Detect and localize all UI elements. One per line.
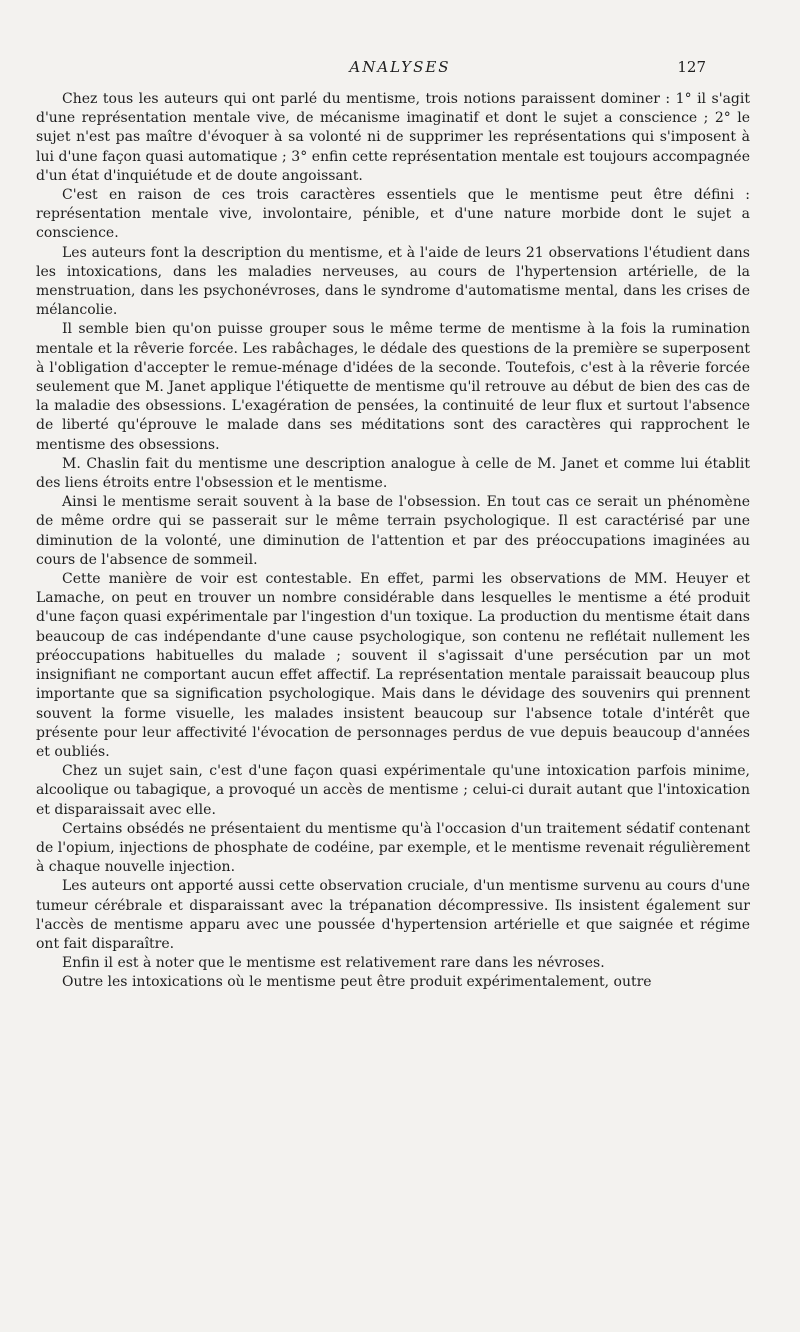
- page-number: 127: [677, 58, 706, 76]
- paragraph-8: Chez un sujet sain, c'est d'une façon quasi expérimentale qu'une intoxication parfois minime, alcoolique ou tabagique, a provoqué un accès de mentisme ; celui-ci durait autant que l'intoxication et disparaissait avec elle.: [36, 763, 750, 818]
- paragraph-6: Ainsi le mentisme serait souvent à la base de l'obsession. En tout cas ce serait un phénomène de même ordre qui se passerait sur le même terrain psychologique. Il est caractérisé par une diminution de la volonté, une diminution de l'attention et par des préoccupations imaginées au cours de l'absence de sommeil.: [36, 494, 750, 568]
- paragraph-4: Il semble bien qu'on puisse grouper sous le même terme de mentisme à la fois la rumination mentale et la rêverie forcée. Les rabâchages, le dédale des questions de la première se superposent à l'obligation d'accepter le remue-ménage d'idées de la seconde. Toutefois, c'est à la rêverie forcée seulement que M. Janet applique l'étiquette de mentisme qu'il retrouve au début de bien des cas de la maladie des obsessions. L'exagération de pensées, la continuité de leur flux et surtout l'absence de liberté qu'éprouve le malade dans ses méditations sont des caractères qui rapprochent le mentisme des obsessions.: [36, 321, 750, 453]
- paragraph-2: C'est en raison de ces trois caractères essentiels que le mentisme peut être défini : représentation mentale vive, involontaire, pénible, et d'une nature morbide dont le sujet a conscience.: [36, 187, 750, 242]
- paragraph-5: M. Chaslin fait du mentisme une description analogue à celle de M. Janet et comme lui établit des liens étroits entre l'obsession et le mentisme.: [36, 455, 750, 492]
- running-title: ANALYSES: [349, 58, 451, 76]
- page-header: [0, 58, 800, 80]
- article-body: [36, 90, 750, 993]
- paragraph-12: Outre les intoxications où le mentisme peut être produit expérimentalement, outre: [62, 974, 652, 991]
- paragraph-9: Certains obsédés ne présentaient du mentisme qu'à l'occasion d'un traitement sédatif contenant de l'opium, injections de phosphate de codéine, par exemple, et le mentisme revenait régulièrement à chaque nouvelle injection.: [36, 820, 750, 876]
- paragraph-11: Enfin il est à noter que le mentisme est relativement rare dans les névroses.: [62, 955, 605, 972]
- paragraph-3: Les auteurs font la description du mentisme, et à l'aide de leurs 21 observations l'étudient dans les intoxications, dans les maladies nerveuses, au cours de l'hypertension artérielle, de la menstruation, dans les psychonévroses, dans le syndrome d'automatisme mental, dans les crises de mélancolie.: [36, 244, 750, 319]
- paragraph-1: Chez tous les auteurs qui ont parlé du mentisme, trois notions paraissent dominer : 1° il s'agit d'une représentation mentale vive, de mécanisme imaginatif et dont le sujet a conscience ; 2° le sujet n'est pas maître d'évoquer à sa volonté ni de supprimer les représentations qui s'imposent à lui d'une façon quasi automatique ; 3° enfin cette représentation mentale est toujours accompagnée d'un état d'inquiétude et de doute angoissant.: [36, 91, 750, 184]
- paragraph-7: Cette manière de voir est contestable. En effet, parmi les observations de MM. Heuyer et Lamache, on peut en trouver un nombre considérable dans lesquelles le mentisme a été produit d'une façon quasi expérimentale par l'ingestion d'un toxique. La production du mentisme était dans beaucoup de cas indépendante d'une cause psychologique, son contenu ne reflétait nullement les préoccupations habituelles du malade ; souvent il s'agissait d'une persécution par un mot insignifiant ne comportant aucun effet affectif. La représentation mentale paraissait beaucoup plus importante que sa signification psychologique. Mais dans le dévidage des souvenirs qui prennent souvent la forme visuelle, les malades insistent beaucoup sur l'absence totale d'intérêt que présente pour leur affectivité l'évocation de personnages perdus de vue depuis beaucoup d'années et oubliés.: [36, 571, 750, 760]
- paragraph-10: Les auteurs ont apporté aussi cette observation cruciale, d'un mentisme survenu au cours d'une tumeur cérébrale et disparaissant avec la trépanation décompressive. Ils insistent également sur l'accès de mentisme apparu avec une poussée d'hypertension artérielle et que saignée et régime ont fait disparaître.: [36, 878, 750, 952]
